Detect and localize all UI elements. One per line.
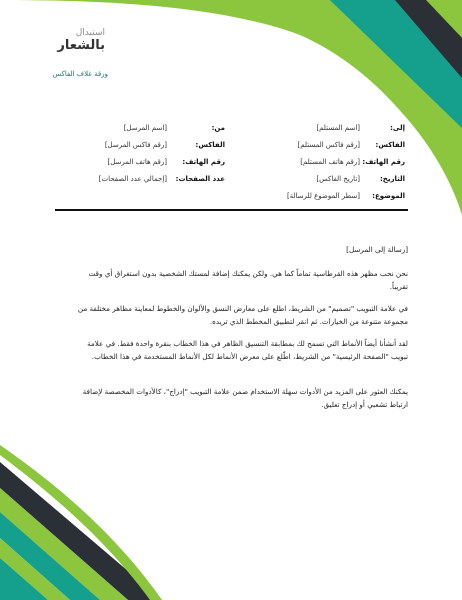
pages-field-row: [60, 173, 225, 185]
fax-from-field-row: [60, 139, 225, 151]
logo-replace-text: استبدال: [75, 28, 105, 38]
phone-to-label: رقم الهاتف:: [362, 158, 405, 166]
to-label: إلى:: [390, 124, 405, 132]
fax-to-label: الفاكس:: [375, 141, 405, 149]
date-label: التاريخ:: [379, 175, 405, 183]
fax-to-value[interactable]: [رقم فاكس المستلم]: [297, 141, 360, 149]
pages-value[interactable]: [إجمالي عدد الصفحات]: [98, 175, 167, 183]
body-paragraph-2[interactable]: في علامة التبويب "تصميم" من الشريط، اطلع على معارض النسق والألوان والخطوط لمعاينة مظاهر مختلفة من مجموعة متنوعة من الخيارات. ثم انقر لتطبيق المخطط الذي تريده.: [77, 304, 408, 326]
from-label: من:: [211, 124, 225, 132]
fax-from-value[interactable]: [رقم فاكس المرسل]: [104, 141, 167, 149]
body-paragraph-4[interactable]: يمكنك العثور على المزيد من الأدوات سهلة الاستخدام ضمن علامة التبويب "إدراج"، كالأدوات المخصصة لإضافة ارتباط تشعبي أو إدراج تعليق.: [82, 387, 408, 409]
logo-placeholder[interactable]: [57, 28, 105, 53]
document-title: ورقة غلاف الفاكس: [52, 70, 108, 78]
logo-mark-text: بالشعار: [57, 38, 105, 53]
header-divider: [55, 209, 408, 211]
body-paragraph-3[interactable]: لقد أنشأنا أيضاً الأنماط التي تسمح لك بمطابقة التنسيق الظاهر في هذا الخطاب بنقرة واحدة فقط. في علامة تبويب "الصفحة الرئيسية" من الشريط، اطّلع على معرض الأنماط لكل الأنماط المستخدمة في هذا الخطاب.: [87, 339, 408, 361]
salutation[interactable]: [رسالة إلى المرسل]: [346, 245, 408, 254]
subject-field-row: [180, 190, 405, 202]
pages-label: عدد الصفحات:: [175, 175, 225, 183]
phone-from-field-row: [60, 156, 225, 168]
phone-to-value[interactable]: [رقم هاتف المستلم]: [300, 158, 360, 166]
body-paragraph-1[interactable]: نحن نحب مظهر هذه القرطاسية تماماً كما هي. ولكن يمكنك إضافة لمستك الشخصية بدون استغراق أي وقت تقريباً.: [88, 269, 408, 291]
phone-from-label: رقم الهاتف:: [182, 158, 225, 166]
subject-label: الموضوع:: [372, 192, 405, 200]
subject-value[interactable]: [سطر الموضوع للرسالة]: [286, 192, 360, 200]
from-value[interactable]: [اسم المرسل]: [123, 124, 167, 132]
from-field-row: [100, 122, 225, 134]
to-value[interactable]: [اسم المستلم]: [316, 124, 360, 132]
fax-from-label: الفاكس:: [195, 141, 225, 149]
date-value[interactable]: [تاريخ الفاكس]: [316, 175, 360, 183]
phone-from-value[interactable]: [رقم هاتف المرسل]: [107, 158, 167, 166]
